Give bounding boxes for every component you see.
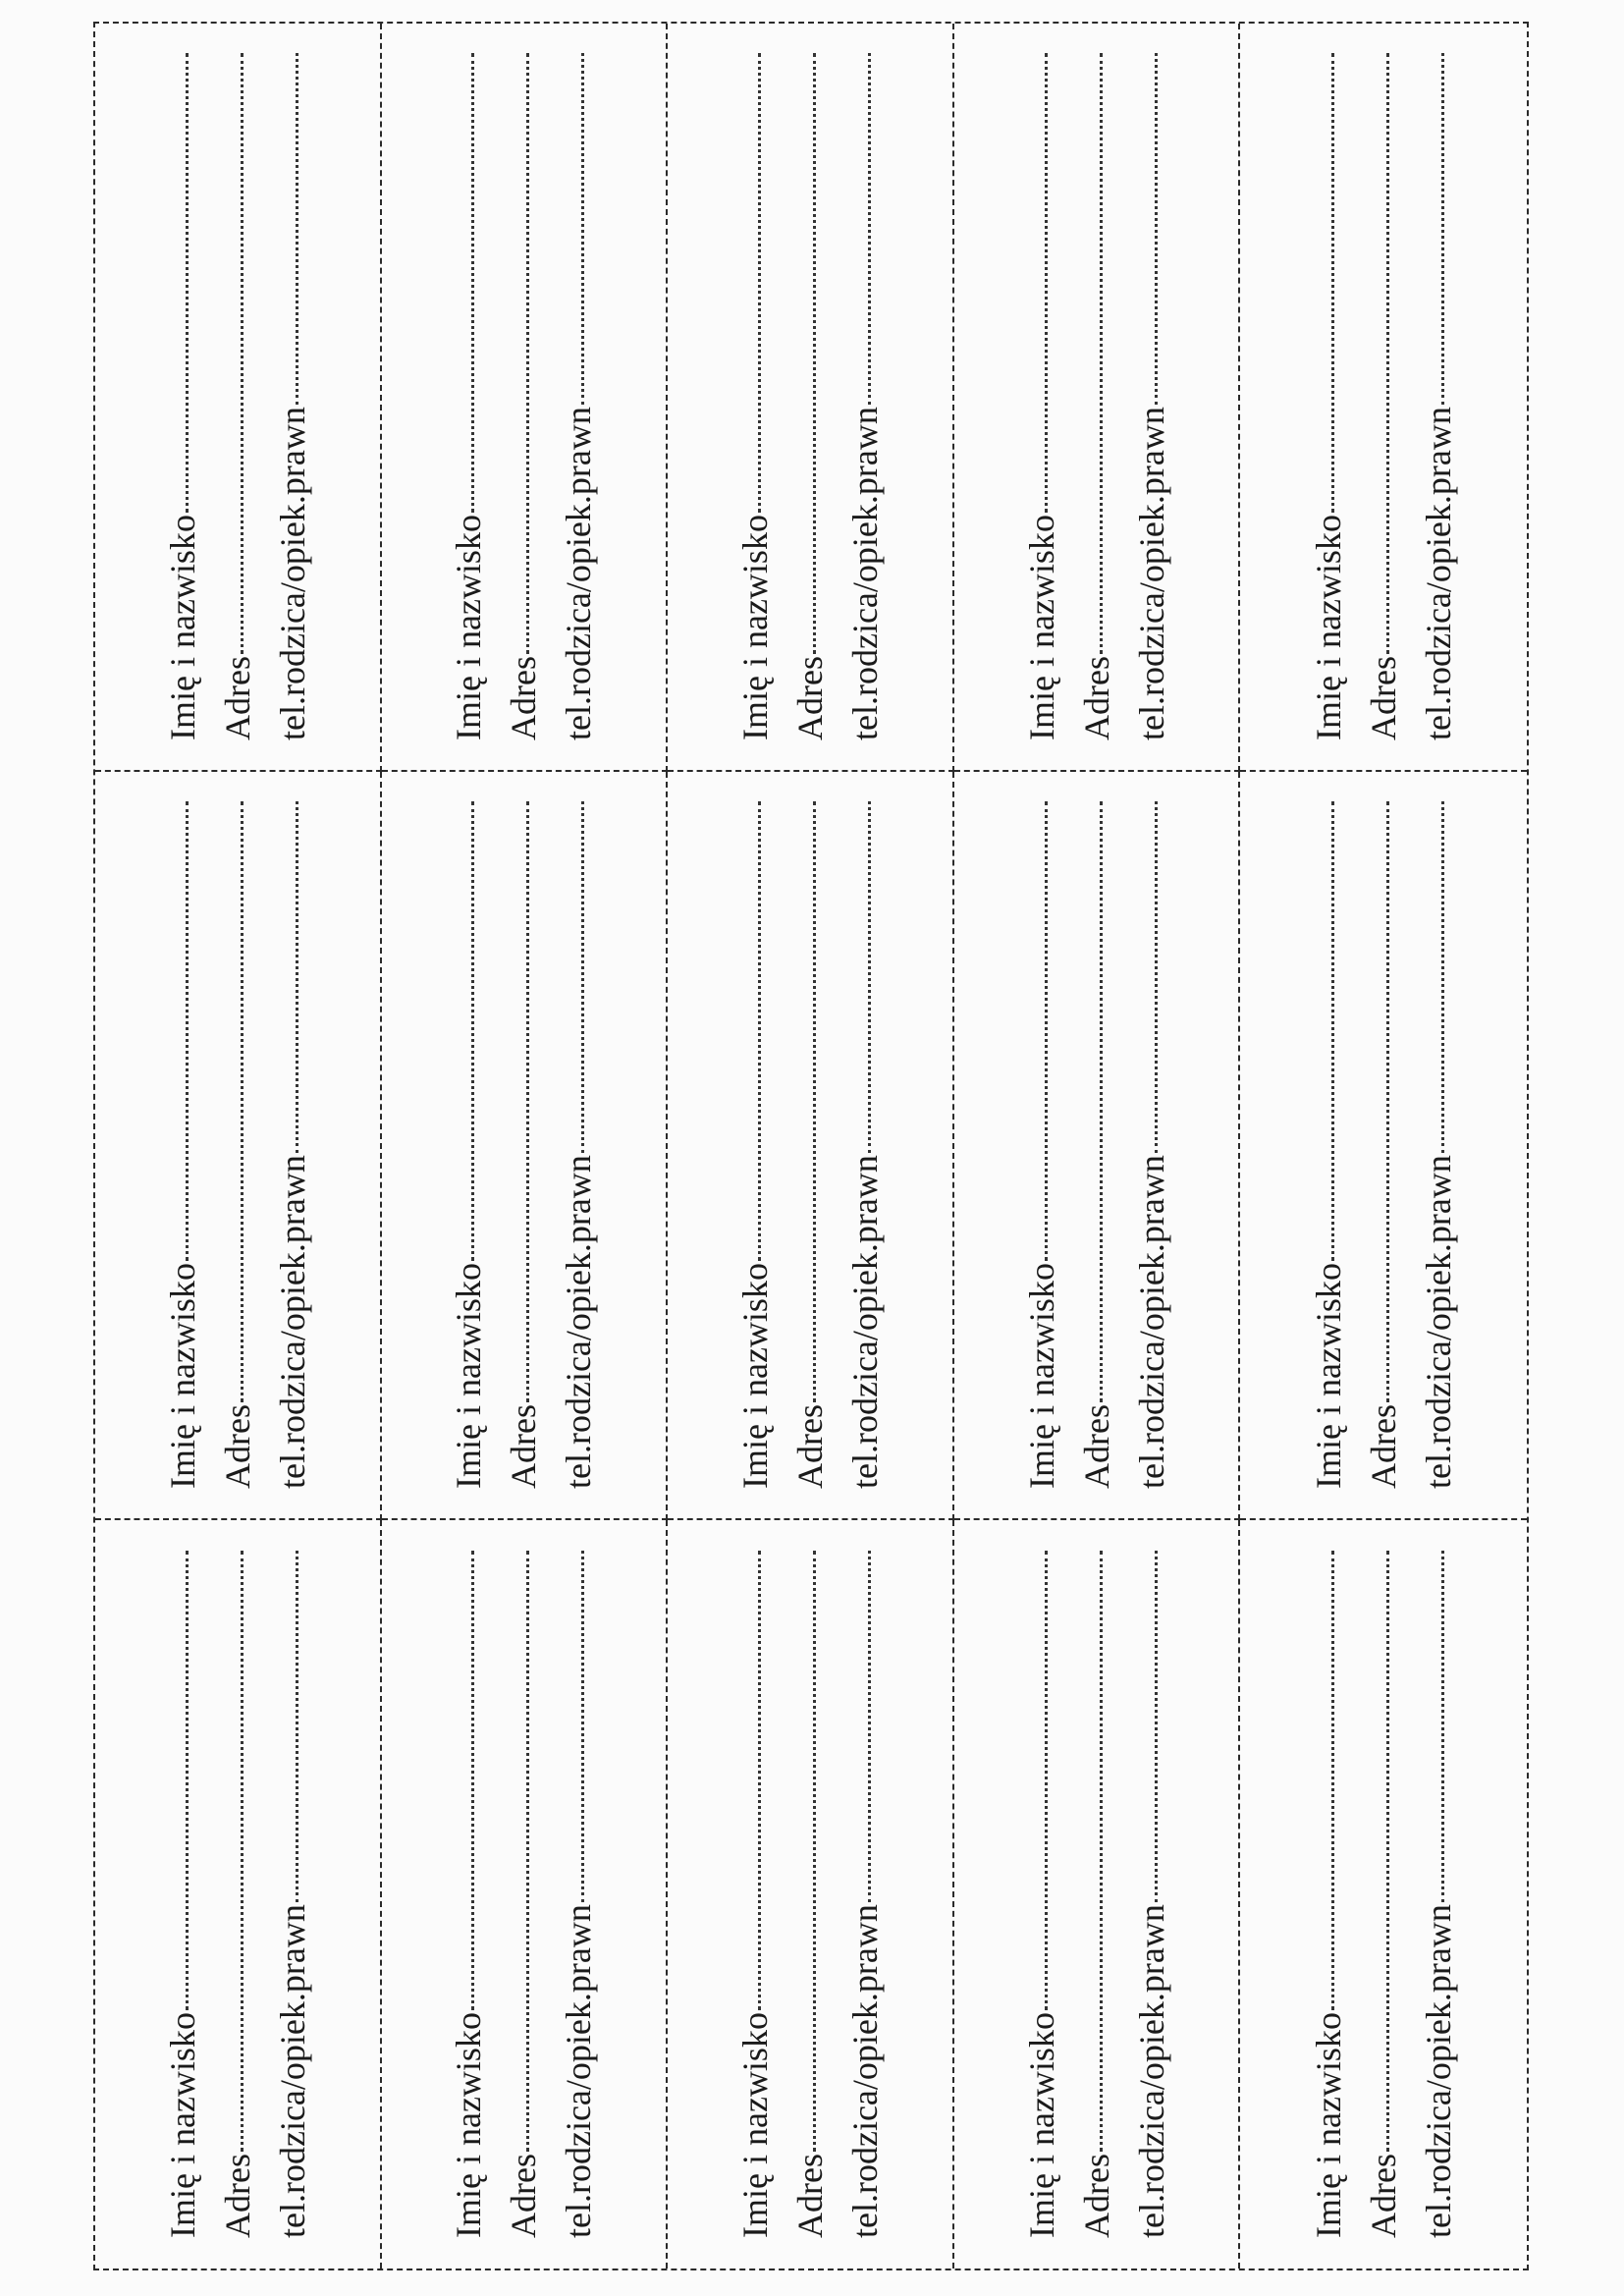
address-fill-line[interactable] bbox=[1386, 53, 1389, 654]
card-content bbox=[450, 53, 597, 740]
name-label: Imię i nazwisko bbox=[1309, 1263, 1349, 1489]
name-label: Imię i nazwisko bbox=[1309, 2012, 1349, 2238]
phone-fill-line[interactable] bbox=[581, 53, 584, 405]
name-label: Imię i nazwisko bbox=[1021, 1263, 1061, 1489]
name-fill-line[interactable] bbox=[186, 53, 189, 513]
address-fill-line[interactable] bbox=[813, 801, 816, 1402]
address-fill-line[interactable] bbox=[1100, 53, 1103, 654]
name-fill-line[interactable] bbox=[471, 801, 474, 1261]
address-label: Adres bbox=[1364, 2154, 1404, 2238]
card-content bbox=[736, 801, 884, 1489]
address-label: Adres bbox=[789, 1404, 830, 1489]
card-content bbox=[450, 801, 597, 1489]
phone-row bbox=[838, 801, 893, 1489]
address-label: Adres bbox=[217, 1404, 257, 1489]
name-label: Imię i nazwisko bbox=[449, 515, 489, 740]
phone-label: tel.rodzica/opiek.prawn bbox=[272, 1904, 312, 2238]
address-fill-line[interactable] bbox=[1386, 1551, 1389, 2152]
name-row bbox=[1301, 801, 1356, 1489]
card-content bbox=[1023, 801, 1170, 1489]
address-label: Adres bbox=[1076, 2154, 1116, 2238]
contact-label-card bbox=[1240, 1520, 1527, 2269]
phone-label: tel.rodzica/opiek.prawn bbox=[272, 1155, 312, 1489]
phone-row bbox=[1124, 1551, 1179, 2238]
address-row bbox=[783, 801, 838, 1489]
phone-fill-line[interactable] bbox=[581, 1551, 584, 1902]
contact-label-card bbox=[1240, 772, 1527, 1520]
name-row bbox=[155, 1551, 210, 2238]
name-row bbox=[728, 1551, 783, 2238]
contact-label-card bbox=[382, 1520, 669, 2269]
contact-label-card bbox=[954, 1520, 1241, 2269]
phone-row bbox=[838, 53, 893, 740]
name-label: Imię i nazwisko bbox=[449, 1263, 489, 1489]
address-fill-line[interactable] bbox=[1100, 1551, 1103, 2152]
phone-label: tel.rodzica/opiek.prawn bbox=[1419, 1904, 1459, 2238]
contact-label-card bbox=[954, 24, 1241, 772]
phone-fill-line[interactable] bbox=[1441, 53, 1444, 405]
card-content bbox=[1023, 1551, 1170, 2238]
name-label: Imię i nazwisko bbox=[449, 2012, 489, 2238]
phone-fill-line[interactable] bbox=[1155, 801, 1158, 1153]
phone-label: tel.rodzica/opiek.prawn bbox=[272, 407, 312, 740]
name-fill-line[interactable] bbox=[1045, 53, 1048, 513]
address-fill-line[interactable] bbox=[241, 801, 244, 1402]
card-content bbox=[1023, 53, 1170, 740]
name-row bbox=[1014, 53, 1069, 740]
name-row bbox=[441, 801, 496, 1489]
name-row bbox=[728, 53, 783, 740]
name-label: Imię i nazwisko bbox=[162, 515, 202, 740]
phone-fill-line[interactable] bbox=[1441, 1551, 1444, 1902]
address-fill-line[interactable] bbox=[241, 1551, 244, 2152]
phone-label: tel.rodzica/opiek.prawn bbox=[844, 1155, 885, 1489]
address-row bbox=[1356, 801, 1411, 1489]
address-label: Adres bbox=[504, 2154, 544, 2238]
card-content bbox=[736, 1551, 884, 2238]
contact-label-card bbox=[668, 1520, 954, 2269]
phone-fill-line[interactable] bbox=[296, 801, 298, 1153]
phone-label: tel.rodzica/opiek.prawn bbox=[1131, 1155, 1171, 1489]
contact-label-card bbox=[382, 24, 669, 772]
address-row bbox=[1069, 53, 1124, 740]
address-label: Adres bbox=[1364, 656, 1404, 740]
phone-row bbox=[1411, 801, 1466, 1489]
card-content bbox=[450, 1551, 597, 2238]
address-row bbox=[210, 53, 265, 740]
phone-label: tel.rodzica/opiek.prawn bbox=[1419, 1155, 1459, 1489]
name-label: Imię i nazwisko bbox=[734, 1263, 775, 1489]
address-fill-line[interactable] bbox=[526, 1551, 529, 2152]
name-fill-line[interactable] bbox=[186, 801, 189, 1261]
card-content bbox=[164, 801, 311, 1489]
phone-fill-line[interactable] bbox=[1155, 53, 1158, 405]
phone-label: tel.rodzica/opiek.prawn bbox=[559, 407, 599, 740]
contact-label-card bbox=[668, 772, 954, 1520]
phone-row bbox=[551, 1551, 606, 2238]
phone-label: tel.rodzica/opiek.prawn bbox=[844, 407, 885, 740]
phone-label: tel.rodzica/opiek.prawn bbox=[559, 1904, 599, 2238]
address-row bbox=[783, 1551, 838, 2238]
name-fill-line[interactable] bbox=[471, 53, 474, 513]
phone-label: tel.rodzica/opiek.prawn bbox=[1131, 407, 1171, 740]
phone-fill-line[interactable] bbox=[296, 1551, 298, 1902]
name-row bbox=[1301, 53, 1356, 740]
address-label: Adres bbox=[504, 1404, 544, 1489]
name-fill-line[interactable] bbox=[186, 1551, 189, 2010]
contact-label-card bbox=[668, 24, 954, 772]
phone-row bbox=[265, 801, 320, 1489]
name-row bbox=[1014, 801, 1069, 1489]
address-row bbox=[496, 53, 551, 740]
card-content bbox=[1310, 53, 1457, 740]
phone-row bbox=[265, 1551, 320, 2238]
address-label: Adres bbox=[789, 2154, 830, 2238]
address-row bbox=[210, 1551, 265, 2238]
name-row bbox=[155, 801, 210, 1489]
phone-row bbox=[1411, 53, 1466, 740]
name-fill-line[interactable] bbox=[1045, 801, 1048, 1261]
name-fill-line[interactable] bbox=[1331, 53, 1334, 513]
name-row bbox=[441, 1551, 496, 2238]
contact-label-card bbox=[954, 772, 1241, 1520]
name-row bbox=[1301, 1551, 1356, 2238]
name-fill-line[interactable] bbox=[471, 1551, 474, 2010]
name-label: Imię i nazwisko bbox=[734, 515, 775, 740]
address-row bbox=[1356, 1551, 1411, 2238]
name-label: Imię i nazwisko bbox=[734, 2012, 775, 2238]
phone-row bbox=[1124, 53, 1179, 740]
phone-fill-line[interactable] bbox=[868, 1551, 871, 1902]
name-row bbox=[155, 53, 210, 740]
label-sheet bbox=[93, 22, 1529, 2270]
phone-fill-line[interactable] bbox=[868, 801, 871, 1153]
address-row bbox=[496, 801, 551, 1489]
phone-row bbox=[838, 1551, 893, 2238]
name-row bbox=[441, 53, 496, 740]
address-fill-line[interactable] bbox=[813, 1551, 816, 2152]
address-label: Adres bbox=[1076, 1404, 1116, 1489]
name-fill-line[interactable] bbox=[758, 801, 761, 1261]
address-fill-line[interactable] bbox=[526, 53, 529, 654]
address-row bbox=[1069, 801, 1124, 1489]
contact-label-card bbox=[95, 1520, 382, 2269]
phone-row bbox=[1411, 1551, 1466, 2238]
name-fill-line[interactable] bbox=[1045, 1551, 1048, 2010]
contact-label-card bbox=[382, 772, 669, 1520]
phone-label: tel.rodzica/opiek.prawn bbox=[1419, 407, 1459, 740]
phone-fill-line[interactable] bbox=[581, 801, 584, 1153]
phone-row bbox=[1124, 801, 1179, 1489]
name-label: Imię i nazwisko bbox=[162, 2012, 202, 2238]
contact-label-card bbox=[95, 772, 382, 1520]
name-fill-line[interactable] bbox=[1331, 1551, 1334, 2010]
address-label: Adres bbox=[789, 656, 830, 740]
phone-fill-line[interactable] bbox=[1441, 801, 1444, 1153]
address-fill-line[interactable] bbox=[813, 53, 816, 654]
name-fill-line[interactable] bbox=[1331, 801, 1334, 1261]
phone-row bbox=[265, 53, 320, 740]
name-row bbox=[1014, 1551, 1069, 2238]
phone-label: tel.rodzica/opiek.prawn bbox=[559, 1155, 599, 1489]
address-row bbox=[1069, 1551, 1124, 2238]
address-fill-line[interactable] bbox=[1386, 801, 1389, 1402]
name-label: Imię i nazwisko bbox=[1021, 2012, 1061, 2238]
phone-label: tel.rodzica/opiek.prawn bbox=[1131, 1904, 1171, 2238]
phone-row bbox=[551, 801, 606, 1489]
phone-fill-line[interactable] bbox=[296, 53, 298, 405]
address-label: Adres bbox=[504, 656, 544, 740]
name-label: Imię i nazwisko bbox=[1021, 515, 1061, 740]
address-fill-line[interactable] bbox=[1100, 801, 1103, 1402]
card-content bbox=[1310, 1551, 1457, 2238]
address-label: Adres bbox=[1364, 1404, 1404, 1489]
name-fill-line[interactable] bbox=[758, 1551, 761, 2010]
address-label: Adres bbox=[217, 2154, 257, 2238]
phone-fill-line[interactable] bbox=[868, 53, 871, 405]
contact-label-card bbox=[95, 24, 382, 772]
name-label: Imię i nazwisko bbox=[1309, 515, 1349, 740]
address-fill-line[interactable] bbox=[241, 53, 244, 654]
contact-label-card bbox=[1240, 24, 1527, 772]
address-row bbox=[496, 1551, 551, 2238]
phone-row bbox=[551, 53, 606, 740]
name-label: Imię i nazwisko bbox=[162, 1263, 202, 1489]
address-label: Adres bbox=[217, 656, 257, 740]
card-content bbox=[736, 53, 884, 740]
name-fill-line[interactable] bbox=[758, 53, 761, 513]
name-row bbox=[728, 801, 783, 1489]
card-content bbox=[164, 53, 311, 740]
card-content bbox=[164, 1551, 311, 2238]
address-label: Adres bbox=[1076, 656, 1116, 740]
phone-label: tel.rodzica/opiek.prawn bbox=[844, 1904, 885, 2238]
card-content bbox=[1310, 801, 1457, 1489]
address-row bbox=[783, 53, 838, 740]
address-fill-line[interactable] bbox=[526, 801, 529, 1402]
phone-fill-line[interactable] bbox=[1155, 1551, 1158, 1902]
address-row bbox=[210, 801, 265, 1489]
address-row bbox=[1356, 53, 1411, 740]
